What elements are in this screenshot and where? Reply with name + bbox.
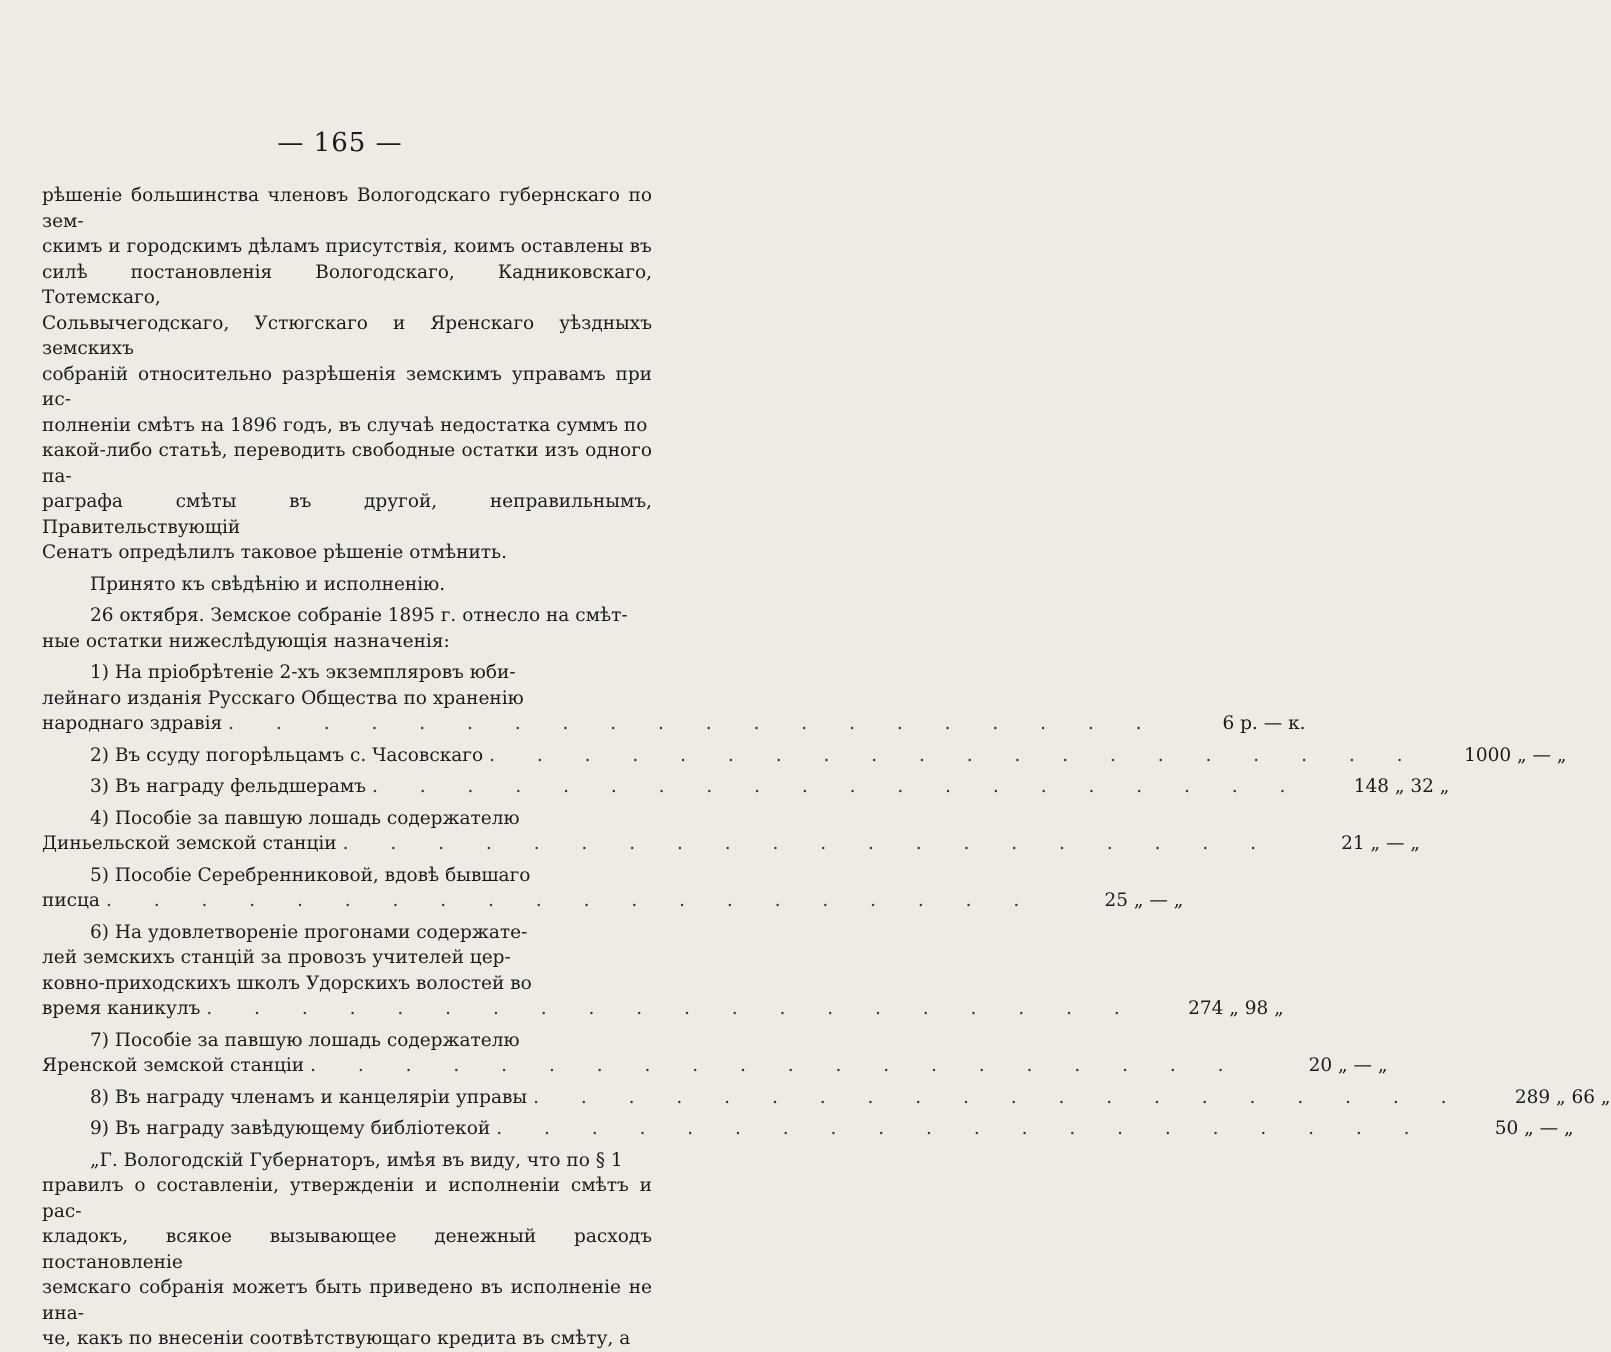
item-amount: 20 „ — „ bbox=[1308, 1055, 1388, 1076]
text-line: какой-либо статьѣ, переводить свободные остатки изъ одного па- bbox=[42, 440, 652, 487]
list-item bbox=[42, 774, 1450, 800]
item-amount: 289 „ 66 „ bbox=[1514, 1086, 1611, 1108]
leader-dots: . . . . . . . . . . . . . . . . . . . . bbox=[533, 1086, 1465, 1108]
list-item bbox=[42, 920, 1284, 1022]
list-item bbox=[42, 743, 1567, 769]
text-line: рѣшеніе большинства членовъ Вологодскаго губернскаго по зем- bbox=[42, 185, 652, 232]
text-line: скимъ и городскимъ дѣламъ присутствія, коимъ оставлены въ bbox=[42, 236, 652, 257]
item-label: время каникулъ bbox=[42, 998, 201, 1019]
closing-paragraph bbox=[42, 1148, 652, 1352]
page-number: — 165 — bbox=[277, 128, 403, 158]
item-text-line: 7) Пособіе за павшую лошадь содержателю bbox=[90, 1029, 520, 1051]
item-amount: 274 „ 98 „ bbox=[1188, 998, 1284, 1019]
item-amount: 1000 „ — „ bbox=[1464, 744, 1567, 766]
list-item bbox=[42, 1085, 1611, 1111]
item-text-line: 1) На пріобрѣтеніе 2-хъ экземпляровъ юби- bbox=[90, 662, 516, 683]
list-item bbox=[42, 660, 1306, 737]
text-line: силѣ постановленія Вологодскаго, Кадниковскаго, Тотемскаго, bbox=[42, 261, 652, 308]
body-text bbox=[42, 183, 1611, 1352]
text-line: Сенатъ опредѣлилъ таковое рѣшеніе отмѣнить. bbox=[42, 542, 507, 563]
item-text-line: лей земскихъ станцій за провозъ учителей цер- bbox=[42, 947, 511, 968]
leader-dots: . . . . . . . . . . . . . . . . . . . . bbox=[228, 713, 1160, 734]
item-amount: 50 „ — „ bbox=[1494, 1118, 1574, 1139]
item-amount: 6 р. — к. bbox=[1222, 713, 1306, 734]
text-line: правилъ о составленіи, утвержденіи и исполненіи смѣтъ и рас- bbox=[42, 1175, 652, 1222]
item-label: 8) Въ награду членамъ и канцеляріи управы bbox=[90, 1086, 528, 1108]
item-text-line: 4) Пособіе за павшую лошадь содержателю bbox=[90, 807, 520, 829]
leader-dots: . . . . . . . . . . . . . . . . . . . . bbox=[105, 890, 1038, 911]
item-label: 3) Въ награду фельдшерамъ bbox=[90, 776, 367, 797]
item-amount-row bbox=[42, 1053, 1388, 1079]
leader-dots: . . . . . . . . . . . . . . . . . . . . bbox=[310, 1055, 1242, 1076]
leader-dots: . . . . . . . . . . . . . . . . . . . . bbox=[372, 776, 1304, 797]
leader-dots: . . . . . . . . . . . . . . . . . . . . bbox=[342, 833, 1274, 854]
item-text-line: 6) На удовлетвореніе прогонами содержате- bbox=[90, 921, 528, 943]
item-text-line: лейнаго изданія Русскаго Общества по храненію bbox=[42, 687, 524, 709]
item-amount: 21 „ — „ bbox=[1341, 833, 1420, 854]
intro-paragraph bbox=[42, 183, 652, 566]
item-amount-row bbox=[42, 996, 1284, 1022]
leader-dots: . . . . . . . . . . . . . . . . . . . . bbox=[206, 998, 1138, 1019]
leader-dots: . . . . . . . . . . . . . . . . . . . . bbox=[489, 744, 1421, 766]
text-line: 26 октября. Земское собраніе 1895 г. отнесло на смѣт- bbox=[90, 605, 628, 626]
item-amount-row bbox=[42, 1085, 1611, 1111]
item-amount: 148 „ 32 „ bbox=[1353, 776, 1450, 797]
item-label: писца bbox=[42, 890, 100, 911]
item-text-line: 5) Пособіе Серебренниковой, вдовѣ бывшаго bbox=[90, 864, 531, 886]
list-item bbox=[42, 1116, 1574, 1142]
text-line: кладокъ, всякое вызывающее денежный расходъ постановленіе bbox=[42, 1226, 652, 1273]
item-amount-row bbox=[42, 743, 1567, 769]
text-line: земскаго собранія можетъ быть приведено въ исполненіе не ина- bbox=[42, 1277, 652, 1324]
item-text-line: ковно-приходскихъ школъ Удорскихъ волостей во bbox=[42, 972, 532, 994]
list-item bbox=[42, 806, 1420, 857]
text-line: полненіи смѣтъ на 1896 годъ, въ случаѣ недостатка суммъ по bbox=[42, 414, 648, 436]
item-amount-row bbox=[42, 888, 1184, 914]
item-amount-row bbox=[42, 831, 1420, 857]
leader-dots: . . . . . . . . . . . . . . . . . . . . bbox=[496, 1118, 1428, 1139]
list-item bbox=[42, 1028, 1388, 1079]
item-amount: 25 „ — „ bbox=[1104, 890, 1184, 911]
item-label: 9) Въ награду завѣдующему библіотекой bbox=[90, 1118, 491, 1139]
item-label: Яренской земской станціи bbox=[42, 1055, 305, 1076]
item-label: народнаго здравія bbox=[42, 713, 223, 734]
item-label: Диньельской земской станціи bbox=[42, 833, 337, 854]
text-line: Сольвычегодскаго, Устюгскаго и Яренскаго уѣздныхъ земскихъ bbox=[42, 312, 652, 359]
text-line: „Г. Вологодскій Губернаторъ, имѣя въ виду, что по § 1 bbox=[90, 1149, 623, 1171]
item-amount-row bbox=[42, 711, 1306, 737]
october-paragraph bbox=[42, 603, 652, 654]
text-line: собраній относительно разрѣшенія земскимъ управамъ при ис- bbox=[42, 363, 652, 410]
accepted-line: Принято къ свѣдѣнію и исполненію. bbox=[90, 573, 446, 595]
text-line: ные остатки нижеслѣдующія назначенія: bbox=[42, 630, 450, 652]
item-amount-row bbox=[42, 774, 1450, 800]
item-amount-row bbox=[42, 1116, 1574, 1142]
appropriations-list bbox=[42, 660, 1611, 1142]
item-label: 2) Въ ссуду погорѣльцамъ с. Часовскаго bbox=[90, 744, 484, 766]
text-line: че, какъ по внесеніи соотвѣтствующаго кредита въ смѣту, а bbox=[42, 1328, 631, 1349]
list-item bbox=[42, 863, 1184, 914]
text-line: раграфа смѣты въ другой, неправильнымъ, Правительствующій bbox=[42, 491, 652, 538]
